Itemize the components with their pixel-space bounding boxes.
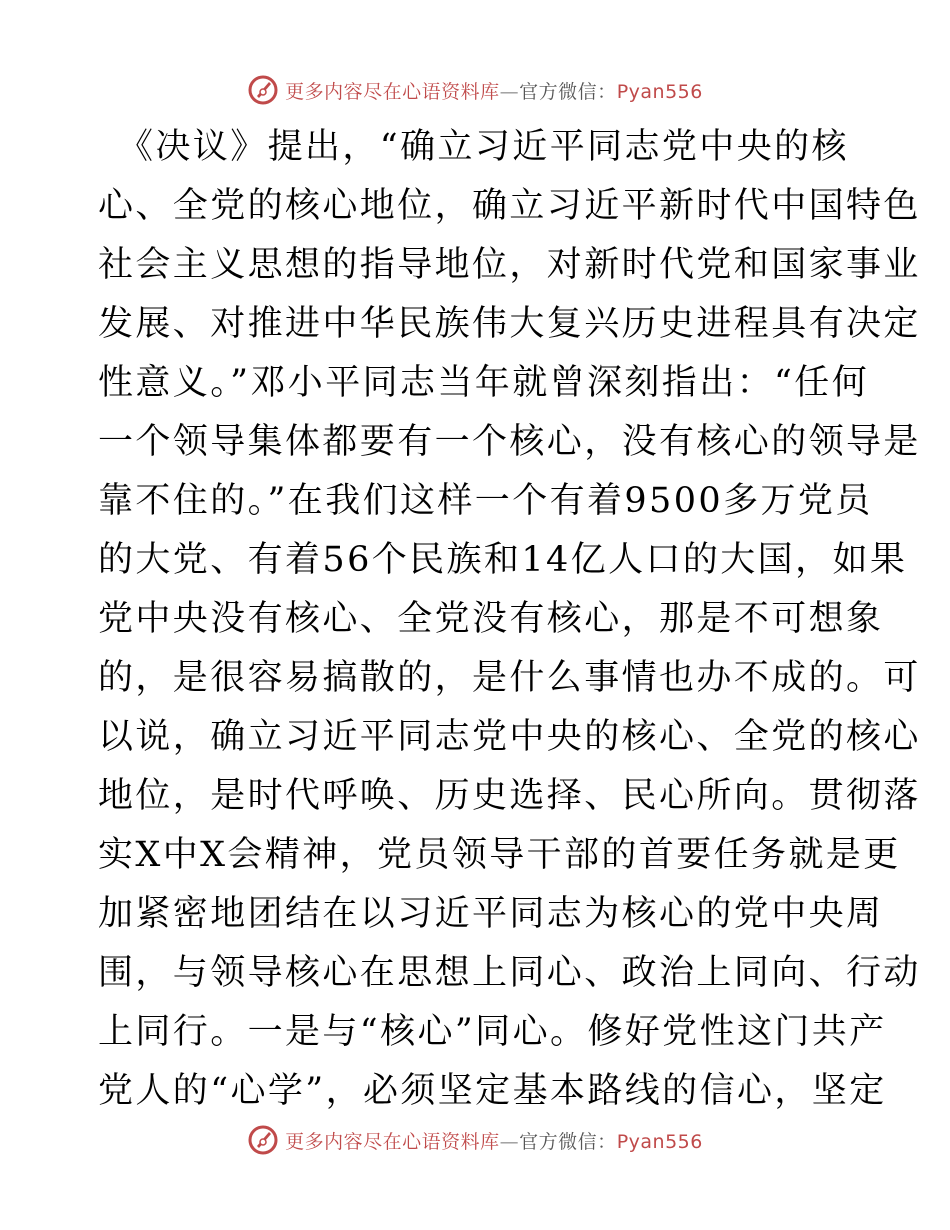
- document-body: [98, 118, 921, 1121]
- text-line: 《决议》提出，“确立习近平同志党中央的核: [118, 127, 849, 167]
- text-line: 的大党、有着56个民族和14亿人口的大国，如果: [98, 540, 908, 580]
- footer-banner: [0, 1120, 950, 1160]
- banner-text: [285, 77, 703, 104]
- text-line: 性意义。”邓小平同志当年就曾深刻指出：“任何: [98, 363, 870, 403]
- text-line: 社会主义思想的指导地位，对新时代党和国家事业: [98, 245, 921, 285]
- banner-main-text: 更多内容尽在心语资料库: [285, 80, 500, 103]
- banner-inner: [247, 1124, 703, 1156]
- banner-wechat-label: 官方微信：: [519, 1130, 617, 1153]
- text-line: 以说，确立习近平同志党中央的核心、全党的核心: [98, 717, 921, 757]
- text-line: 地位，是时代呼唤、历史选择、民心所向。贯彻落: [98, 776, 921, 816]
- banner-separator: —: [499, 1130, 520, 1153]
- banner-main-text: 更多内容尽在心语资料库: [285, 1130, 500, 1153]
- banner-inner: [247, 74, 703, 106]
- logo-icon: [247, 1124, 279, 1156]
- banner-wechat-label: 官方微信：: [519, 80, 617, 103]
- text-line: 党人的“心学”，必须坚定基本路线的信心，坚定: [98, 1071, 887, 1111]
- banner-text: [285, 1127, 703, 1154]
- text-line: 加紧密地团结在以习近平同志为核心的党中央周: [98, 894, 884, 934]
- text-line: 发展、对推进中华民族伟大复兴历史进程具有决定: [98, 304, 921, 344]
- banner-separator: —: [499, 80, 520, 103]
- text-line: 靠不住的。”在我们这样一个有着9500多万党员: [98, 481, 873, 521]
- text-line: 心、全党的核心地位，确立习近平新时代中国特色: [98, 186, 921, 226]
- banner-wechat-id: Pyan556: [616, 80, 703, 103]
- text-line: 的，是很容易搞散的，是什么事情也办不成的。可: [98, 658, 921, 698]
- text-line: 围，与领导核心在思想上同心、政治上同向、行动: [98, 953, 921, 993]
- logo-icon: [247, 74, 279, 106]
- text-line: 实X中X会精神，党员领导干部的首要任务就是更: [98, 835, 901, 875]
- banner-wechat-id: Pyan556: [616, 1130, 703, 1153]
- text-line: 上同行。一是与“核心”同心。修好党性这门共产: [98, 1012, 887, 1052]
- header-banner: [0, 70, 950, 110]
- text-line: 一个领导集体都要有一个核心，没有核心的领导是: [98, 422, 921, 462]
- text-line: 党中央没有核心、全党没有核心，那是不可想象: [98, 599, 884, 639]
